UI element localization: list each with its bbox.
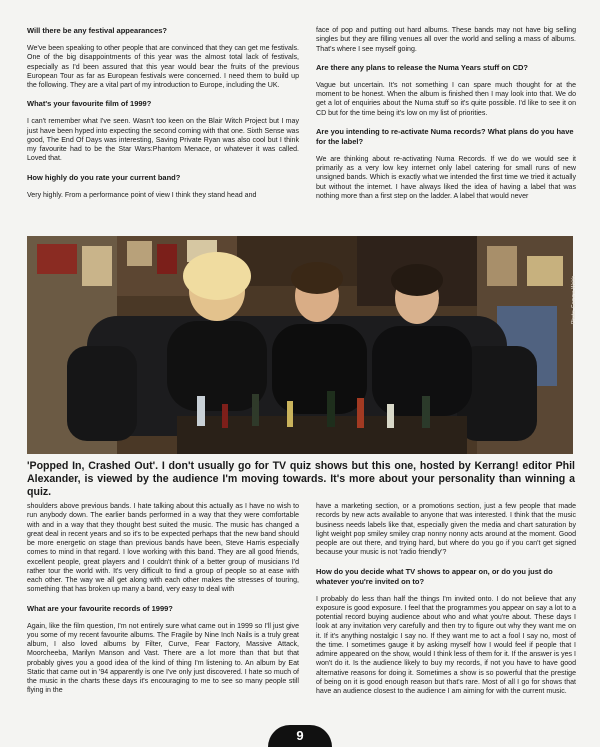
paragraph: I probably do less than half the things I'm invited onto. I do not believe that any exposure is good exposure. I feel that the programmes you appear on say a lot to a potential record buying audience about who and what you're about. These days I look at any invitation very carefully and then try to figure out why they want me on it. If it's anything nostalgic I say no. If they want me to act a fool I say no, most of the time. I sometimes gauge it by asking myself how I would feel if people that I admire appeared on the show, would I think less of them for it. If the answer is yes I won't do it. Is the audience likely to buy my records, if not you have to have good alternative reasons for doing it. Sometimes a show is so powerful that the prestige of being on it is good enough reason but that's rare. Most of all I go for shows that have an audience closest to the audience I am aiming for with the current music.: [316, 595, 576, 695]
question-heading: Are you intending to re-activate Numa records? What plans do you have for the label?: [316, 126, 574, 146]
paragraph: Very highly. From a performance point of view I think they stand head and: [27, 191, 257, 199]
photo-credit: Photo: Gemma Webb: [571, 276, 577, 324]
question-heading: How highly do you rate your current band?: [27, 172, 181, 182]
paragraph: have a marketing section, or a promotions section, just a few people that made records by new acts available to anyone that was interested. I think that the music business needs labels like that, especially given the media and chart saturation by light weight pop smiley smiley crap nonny nonny acts around at the moment. Good people are out there, and trying hard, but where do you go if you can't get signed because your music is not 'radio friendly'?: [316, 503, 576, 557]
paragraph: shoulders above previous bands. I hate talking about this actually as I have no wish to run anybody down. The earlier bands performed in a way that they were comfortable with and in a way that they thought best suited the music. The music has changed a great deal in recent years and so it's to be expected perhaps that the new band should be more energetic on stage than previous bands have been, Steve Harris especially comes to mind in that regard. I love working with this band. They are all good friends, excellent people, great players and I couldn't think of a better group of musicians I'd rather tour the world with. It's very difficult to find a group of people so at ease with each other. The way we all get along with each other makes the stresses of touring, something that has broken up many a band, very easy to deal with: [27, 503, 299, 594]
page-number: 9: [296, 728, 304, 743]
column-top-left: [27, 26, 299, 209]
band-photo: [27, 236, 577, 454]
paragraph: Again, like the film question, I'm not entirely sure what came out in 1999 so I'll just give you some of my recent favourite albums. The Fragile by Nine Inch Nails is a truly great album, I also loved albums by Filter, Curve, Fear Factory, Massive Attack, Moorcheeba, Marilyn Manson and Vast. There are a lot more than that but that probably gives you a good idea of the kind of thing I'm listening to. An album by Eat Static that came out in '94 apparently is one I've only just discovered. I hate so much of the music in the charts these days it's encouraging to me to see so many people still flying in the: [27, 622, 299, 695]
question-heading: What's your favourite film of 1999?: [27, 99, 152, 109]
paragraph: Vague but uncertain. It's not something I can spare much thought for at the moment to be honest. When the album is finished then I may look into that. We do get a lot of enquiries about the Numa stuff so it's quite possible. I'd like to see it on CD but for the time being it's low on my list of priorities.: [316, 81, 576, 117]
question-heading: How do you decide what TV shows to appear on, or do you just do whatever you're invited on to?: [316, 566, 553, 586]
column-bottom-left: [27, 502, 299, 705]
question-heading: Are there any plans to release the Numa Years stuff on CD?: [316, 62, 529, 72]
column-top-right: [316, 26, 576, 210]
paragraph: face of pop and putting out hard albums. These bands may not have big selling singles but they are filling venues all over the world and selling a mass of albums. That's where I see myself going.: [316, 27, 576, 53]
question-heading: What are your favourite records of 1999?: [27, 603, 173, 613]
page-number-badge: [268, 725, 332, 747]
photo-caption: 'Popped In, Crashed Out'. I don't usually go for TV quiz shows but this one, hosted by Kerrang! editor Phil Alexander, is viewed by the audience I'm moving towards. It's more about your personality than winning a quiz.: [27, 460, 575, 498]
paragraph: We've been speaking to other people that are convinced that they can get me festivals. One of the big disappointments of this year was the almost total lack of festivals, especially as I'd been assured that this year would bear the fruits of the previous European Tour as far as European festivals were concerned. I need them to build up the following. They are a vital part of my introduction to Europe, including the UK.: [27, 45, 299, 89]
paragraph: We are thinking about re-activating Numa Records. If we do we would see it primarily as a very low key internet only label catering for small runs of new unsigned bands. Which is exactly what we intended the first time we tried it actually but without the internet. I have always liked the idea of having a label that was nothing more than a first step on the ladder. A label that would never: [316, 155, 576, 200]
band-photo-illustration: [27, 236, 573, 454]
column-bottom-right: [316, 502, 576, 705]
question-heading: Will there be any festival appearances?: [27, 26, 167, 35]
paragraph: I can't remember what I've seen. Wasn't too keen on the Blair Witch Project but I may just have been hyped into expecting the second coming with that one. Sixth Sense was good, The End Of Days was interesting, Saving Private Ryan was also cool but I think my favourite had to be the Star Wars:Phantom Menace, or whatever it was called. Loved that.: [27, 118, 299, 163]
